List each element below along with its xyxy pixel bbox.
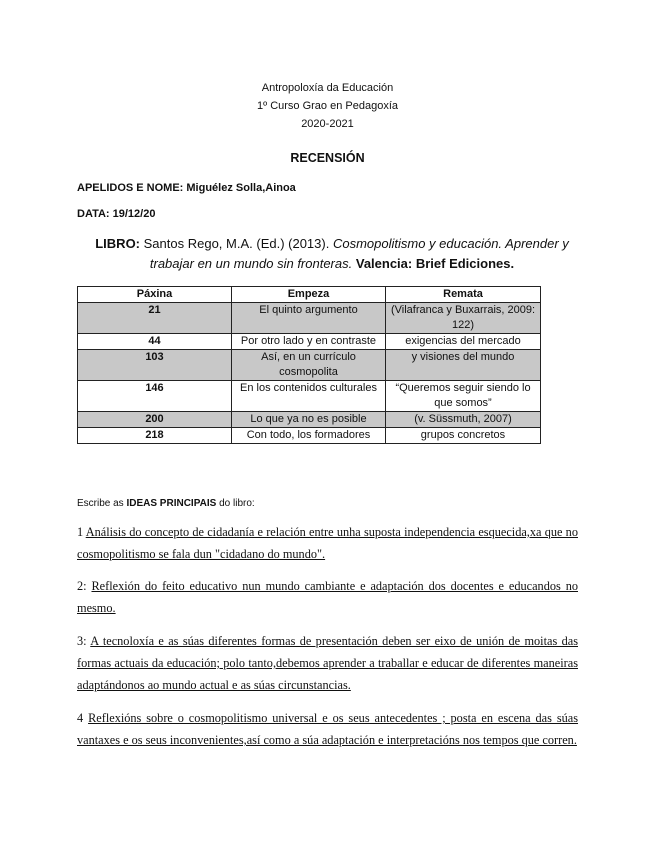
end-cell: “Queremos seguir siendo lo que somos” bbox=[386, 381, 541, 412]
idea-number: 3: bbox=[77, 634, 87, 648]
table-header-row bbox=[78, 287, 541, 303]
document-date: DATA: 19/12/20 bbox=[77, 208, 156, 220]
start-cell: Lo que ya no es posible bbox=[232, 412, 386, 428]
book-title: Cosmopolitismo y educación. Aprender y trabajar en un mundo sin fronteras. bbox=[149, 236, 569, 271]
subject-name: Antropoloxía da Educación bbox=[261, 82, 394, 94]
table-row bbox=[78, 412, 541, 428]
page-cell: 200 bbox=[78, 412, 232, 428]
course-name: 1º Curso Grao en Pedagoxía bbox=[257, 100, 398, 112]
book-publisher: Valencia: Brief Ediciones. bbox=[355, 256, 515, 271]
ideas-label-bold: IDEAS PRINCIPAIS bbox=[126, 498, 217, 509]
end-cell: (v. Süssmuth, 2007) bbox=[386, 412, 541, 428]
student-name: APELIDOS E NOME: Miguélez Solla,Ainoa bbox=[77, 182, 296, 194]
start-cell: Así, en un currículo cosmopolita bbox=[232, 350, 386, 381]
idea-text: Reflexión do feito educativo nun mundo cambiante e adaptación dos docentes e educandos no mesmo. bbox=[77, 579, 578, 615]
course-header bbox=[0, 79, 655, 133]
idea-paragraph-3 bbox=[77, 630, 578, 696]
idea-paragraph-1 bbox=[77, 521, 578, 565]
page-cell: 21 bbox=[78, 303, 232, 334]
start-cell: Con todo, los formadores bbox=[232, 428, 386, 444]
start-cell: El quinto argumento bbox=[232, 303, 386, 334]
book-reference bbox=[82, 234, 582, 274]
table-row bbox=[78, 381, 541, 412]
academic-year: 2020-2021 bbox=[301, 118, 354, 130]
end-cell: exigencias del mercado bbox=[386, 334, 541, 350]
idea-paragraph-2 bbox=[77, 575, 578, 619]
pages-table bbox=[77, 286, 541, 444]
ideas-label-prefix: Escribe as bbox=[77, 498, 124, 509]
idea-number: 4 bbox=[77, 711, 84, 725]
idea-paragraph-4 bbox=[77, 707, 578, 751]
document-title: RECENSIÓN bbox=[290, 151, 365, 165]
end-cell: y visiones del mundo bbox=[386, 350, 541, 381]
book-authors: Santos Rego, M.A. (Ed.) (2013). bbox=[143, 236, 330, 251]
book-label: LIBRO: bbox=[95, 236, 141, 251]
table-row bbox=[78, 350, 541, 381]
table-row bbox=[78, 334, 541, 350]
page-cell: 103 bbox=[78, 350, 232, 381]
column-header-start: Empeza bbox=[232, 287, 386, 303]
start-cell: En los contenidos culturales bbox=[232, 381, 386, 412]
start-cell: Por otro lado y en contraste bbox=[232, 334, 386, 350]
end-cell: grupos concretos bbox=[386, 428, 541, 444]
ideas-instruction bbox=[77, 498, 255, 509]
table-row bbox=[78, 303, 541, 334]
ideas-label-suffix: do libro: bbox=[219, 498, 255, 509]
page-cell: 44 bbox=[78, 334, 232, 350]
idea-number: 2: bbox=[77, 579, 87, 593]
page-cell: 218 bbox=[78, 428, 232, 444]
page-cell: 146 bbox=[78, 381, 232, 412]
idea-text: A tecnoloxía e as súas diferentes formas de presentación deben ser eixo de unión de moitas das formas actuais da educación; polo tanto,debemos aprender a traballar e educar de diferentes maneiras adaptándonos ao mundo actual e as súas circunstancias. bbox=[77, 634, 578, 692]
idea-text: Reflexións sobre o cosmopolitismo universal e os seus antecedentes ; posta en escena das súas vantaxes e os seus inconvenientes,así como a súa adaptación e interpretacións nos tempos que corren. bbox=[77, 711, 579, 747]
end-cell: (Vilafranca y Buxarrais, 2009: 122) bbox=[386, 303, 541, 334]
table-row bbox=[78, 428, 541, 444]
column-header-end: Remata bbox=[386, 287, 541, 303]
column-header-page: Páxina bbox=[78, 287, 232, 303]
idea-number: 1 bbox=[77, 525, 84, 539]
idea-text: Análisis do concepto de cidadanía e relación entre unha suposta independencia esquecida,xa que no cosmopolitismo se fala dun "cidadano do mundo". bbox=[77, 525, 578, 561]
